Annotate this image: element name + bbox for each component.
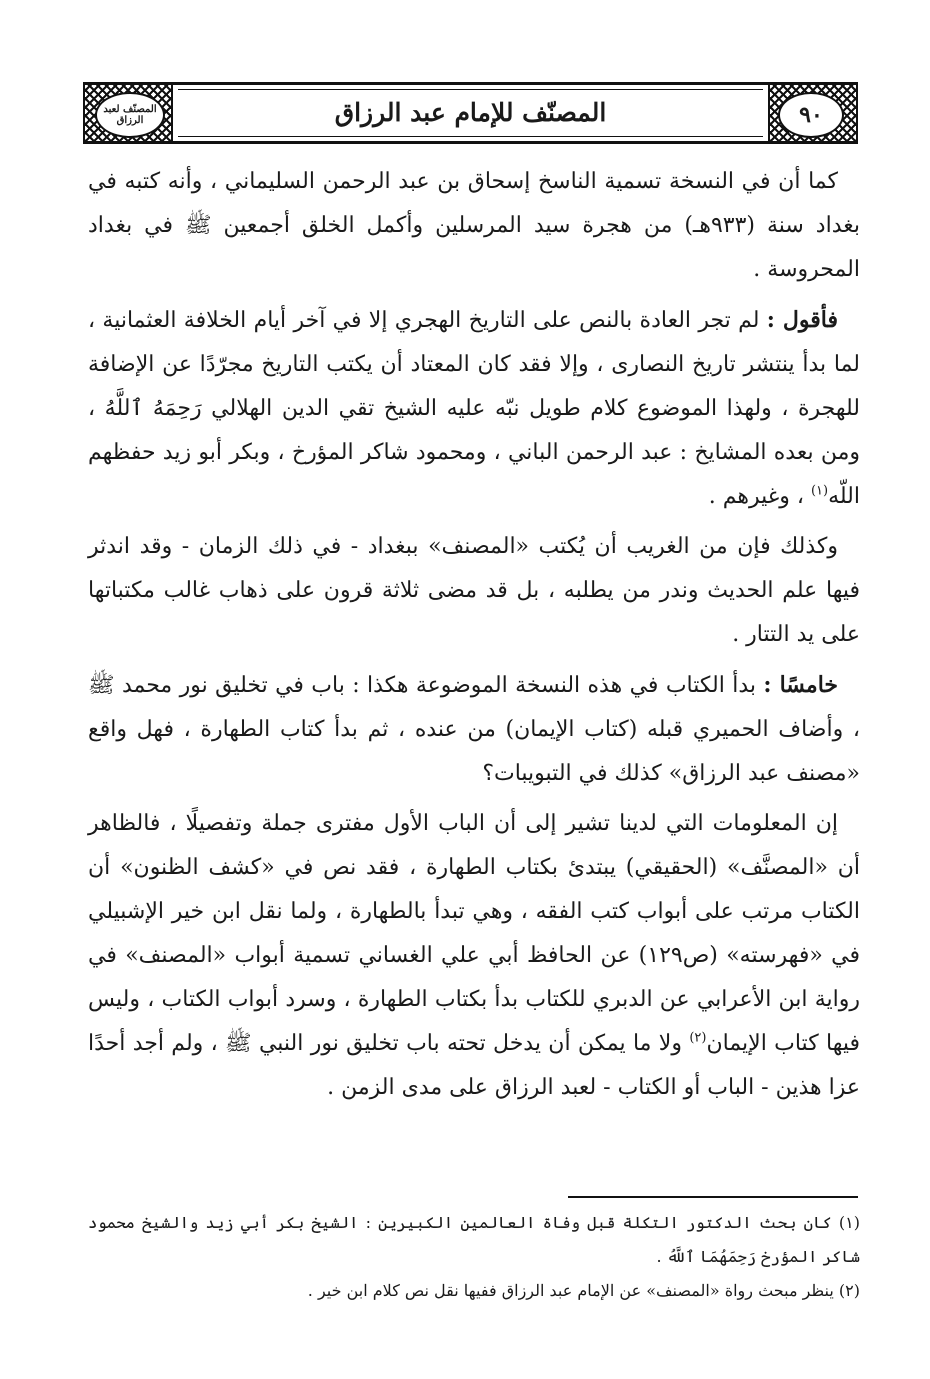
paragraph-3-text: وكذلك فإن من الغريب أن يُكتب «المصنف» ببغداد - في ذلك الزمان - وقد اندثر فيها علم الحديث وندر من يطلبه ، بل قد مضى ثلاثة قرون على ذهاب غالب مكتباتها على يد التتار . — [88, 534, 861, 647]
paragraph-3 — [88, 525, 860, 657]
footnote-ref-1: (١) — [810, 483, 829, 499]
header-inner-bottom-rule — [178, 136, 763, 137]
header-bottom-rule — [83, 141, 858, 144]
paragraph-5-text: إن المعلومات التي لدينا تشير إلى أن الباب الأول مفترى جملة وتفصيلًا ، فالظاهر أن «المصنَّف» (الحقيقي) يبتدئ بكتاب الطهارة ، فقد نص في «كشف الظنون» أن الكتاب مرتب على أبواب كتب الفقه ، وهي تبدأ بالطهارة ، ولما نقل ابن خير الإشبيلي في «فهرسته» (ص١٢٩) عن الحافظ أبي علي الغساني تسمية أبواب «المصنف» في رواية ابن الأعرابي عن الدبري للكتاب بدأ بكتاب الطهارة ، وسرد أبواب الكتاب ، وليس فيها كتاب الإيمان — [88, 811, 861, 1056]
header-right-ornament — [768, 82, 858, 144]
footnote-separator — [568, 1196, 858, 1198]
page-number: ٩٠ — [778, 92, 844, 138]
footnotes — [88, 1206, 860, 1308]
paragraph-4-lead: خامسًا : — [763, 672, 838, 698]
paragraph-4-text: بدأ الكتاب في هذه النسخة الموضوعة هكذا : باب في تخليق نور محمد ﷺ ، وأضاف الحميري قبله (كتاب الإيمان) من عنده ، ثم بدأ كتاب الطهارة ، فهل واقع «مصنف عبد الرزاق» كذلك في التبويبات؟ — [88, 673, 860, 786]
header-top-rule — [83, 82, 858, 85]
paragraph-2-lead: فأقول : — [766, 307, 838, 333]
footnote-2: (٢) ينظر مبحث رواة «المصنف» عن الإمام عبد الرزاق ففيها نقل نص كلام ابن خير . — [307, 1281, 860, 1300]
header-inner-top-rule — [178, 89, 763, 90]
running-title: المصنّف للإمام عبد الرزاق — [334, 98, 607, 127]
paragraph-2-text: لم تجر العادة بالنص على التاريخ الهجري إلا في آخر أيام الخلافة العثمانية ، لما بدأ ينتشر تاريخ النصارى ، وإلا فقد كان المعتاد أن يكتب التاريخ مجرّدًا عن الإضافة للهجرة ، ولهذا الموضوع كلام طويل نبّه عليه الشيخ تقي الدين الهلالي رَحِمَهُ ٱللَّهُ ، ومن بعده المشايخ : عبد الرحمن الباني ، ومحمود شاكر المؤرخ ، وبكر أبو زيد حفظهم اللّه — [88, 308, 860, 509]
main-text — [88, 160, 860, 1116]
paragraph-5 — [88, 802, 860, 1110]
book-logo-cartouche: المصنّف لعبد الرزاق — [95, 92, 165, 138]
paragraph-2 — [88, 298, 860, 519]
paragraph-1 — [88, 160, 860, 292]
paragraph-5-tail: ولا ما يمكن أن يدخل تحته باب تخليق نور النبي ﷺ ، ولم أجد أحدًا عزا هذين - الباب أو الكتاب - لعبد الرزاق على مدى الزمن . — [88, 1031, 860, 1100]
page-header — [83, 82, 858, 144]
paragraph-2-tail: ، وغيرهم . — [708, 484, 811, 509]
footnote-1: (١) كان بحث الدكتور التكلة قبل وفاة العالمين الكبيرين : الشيخ بكر أبي زيد والشيخ محمود شاكر المؤرخ رَحِمَهُمَا ٱللَّهُ . — [88, 1213, 860, 1266]
paragraph-1-text: كما أن في النسخة تسمية الناسخ إسحاق بن عبد الرحمن السليماني ، وأنه كتبه في بغداد سنة (٩٣٣هـ) من هجرة سيد المرسلين وأكمل الخلق أجمعين ﷺ في بغداد المحروسة . — [88, 169, 860, 282]
paragraph-4 — [88, 663, 860, 796]
header-left-ornament — [83, 82, 173, 144]
footnote-ref-2: (٢) — [689, 1030, 707, 1046]
